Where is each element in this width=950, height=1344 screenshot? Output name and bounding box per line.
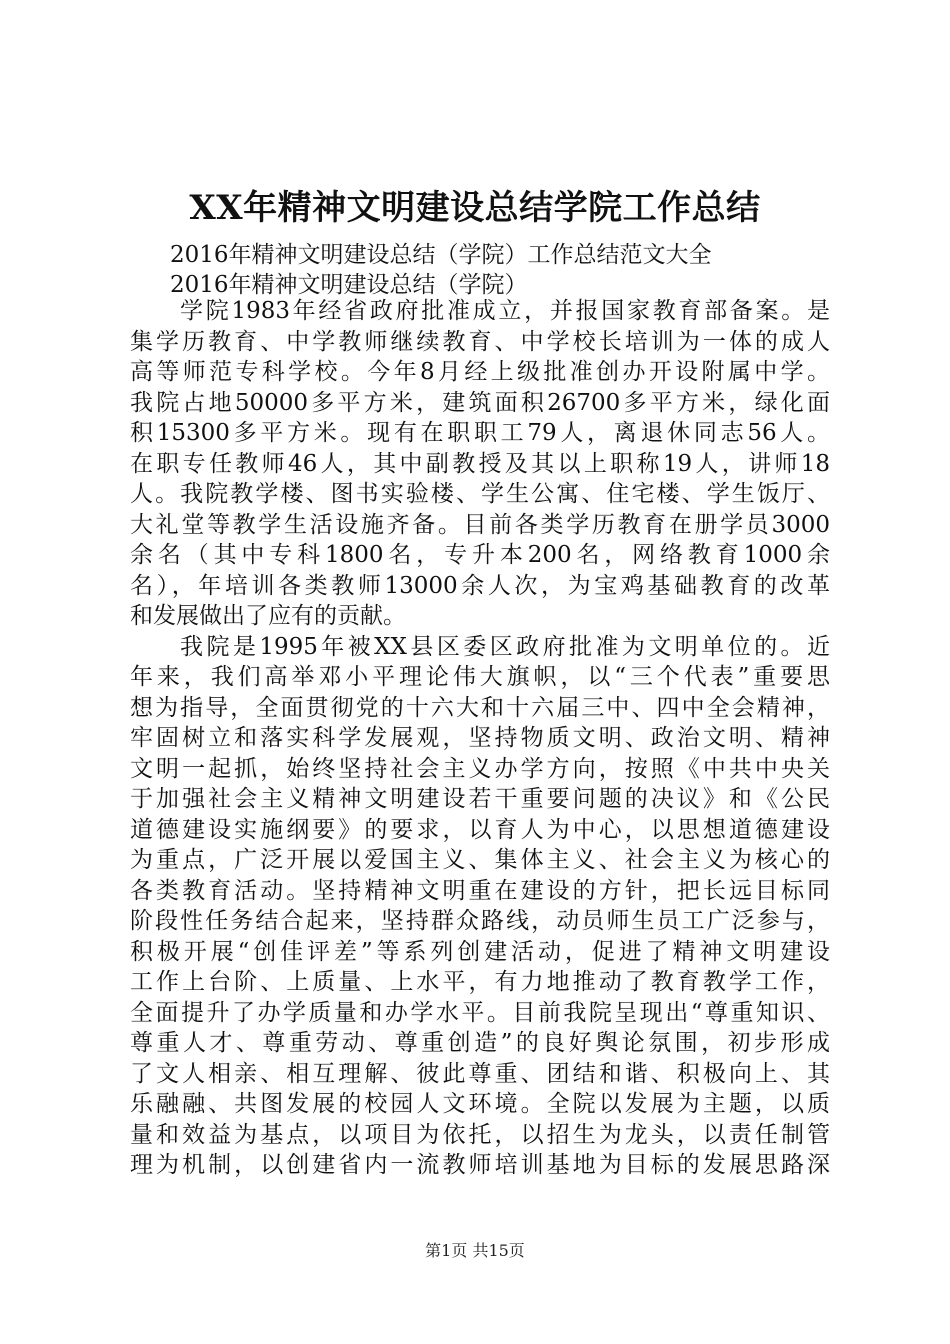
paragraph-line: 高等师范专科学校。今年8月经上级批准创办开设附属中学。 — [130, 359, 830, 385]
paragraph-line: 尊重人才、尊重劳动、尊重创造”的良好舆论氛围，初步形成 — [130, 1030, 830, 1056]
paragraph-line: 于加强社会主义精神文明建设若干重要问题的决议》和《公民 — [130, 786, 830, 812]
paragraph-line: 积15300多平方米。现有在职职工79人，离退休同志56人。 — [130, 420, 830, 446]
paragraph-line: 学院1983年经省政府批准成立，并报国家教育部备案。是 — [180, 298, 830, 324]
paragraph-line: 为重点，广泛开展以爱国主义、集体主义、社会主义为核心的 — [130, 847, 830, 873]
page-number-footer: 第1页 共15页 — [425, 1241, 525, 1260]
paragraph-line: 我院是1995年被XX县区委区政府批准为文明单位的。近 — [180, 633, 830, 660]
paragraph-line: 名），年培训各类教师13000余人次，为宝鸡基础教育的改革 — [130, 572, 830, 599]
document-title: XX年精神文明建设总结学院工作总结 — [189, 188, 761, 228]
paragraph-line: 年来，我们高举邓小平理论伟大旗帜，以“三个代表”重要思 — [130, 664, 830, 690]
paragraph-line: 想为指导，全面贯彻党的十六大和十六届三中、四中全会精神， — [130, 694, 830, 721]
paragraph-line: 全面提升了办学质量和办学水平。目前我院呈现出“尊重知识、 — [130, 999, 830, 1026]
paragraph-line: 和发展做出了应有的贡献。 — [130, 603, 406, 629]
paragraph-line: 了文人相亲、相互理解、彼此尊重、团结和谐、积极向上、其 — [130, 1060, 830, 1087]
body-text — [130, 296, 830, 1181]
paragraph-line: 人。我院教学楼、图书实验楼、学生公寓、住宅楼、学生饭厅、 — [130, 481, 830, 507]
paragraph-line: 文明一起抓，始终坚持社会主义办学方向，按照《中共中央关 — [130, 755, 830, 782]
paragraph-line: 各类教育活动。坚持精神文明重在建设的方针，把长远目标同 — [130, 877, 830, 904]
paragraph-line: 乐融融、共图发展的校园人文环境。全院以发展为主题，以质 — [130, 1091, 830, 1117]
paragraph-line: 集学历教育、中学教师继续教育、中学校长培训为一体的成人 — [130, 328, 830, 355]
paragraph-line: 我院占地50000多平方米，建筑面积26700多平方米，绿化面 — [130, 389, 830, 416]
paragraph-line: 阶段性任务结合起来，坚持群众路线，动员师生员工广泛参与， — [130, 908, 830, 934]
paragraph-line: 积极开展“创佳评差”等系列创建活动，促进了精神文明建设 — [130, 938, 830, 965]
paragraph-line: 在职专任教师46人，其中副教授及其以上职称19人，讲师18 — [130, 450, 830, 477]
paragraph-line: 量和效益为基点，以项目为依托，以招生为龙头，以责任制管 — [130, 1121, 830, 1148]
paragraph-line: 大礼堂等教学生活设施齐备。目前各类学历教育在册学员3000 — [130, 511, 830, 538]
paragraph-line: 工作上台阶、上质量、上水平，有力地推动了教育教学工作， — [130, 969, 830, 995]
subtitle-line: 2016年精神文明建设总结（学院） — [170, 272, 528, 298]
paragraph-line: 理为机制，以创建省内一流教师培训基地为目标的发展思路深 — [130, 1152, 830, 1178]
paragraph-line: 道德建设实施纲要》的要求，以育人为中心，以思想道德建设 — [130, 816, 830, 843]
paragraph-line: 余名（其中专科1800名，专升本200名，网络教育1000余 — [130, 542, 830, 568]
paragraph-line: 牢固树立和落实科学发展观，坚持物质文明、政治文明、精神 — [130, 725, 830, 751]
subtitle-line: 2016年精神文明建设总结（学院）工作总结范文大全 — [170, 242, 712, 268]
